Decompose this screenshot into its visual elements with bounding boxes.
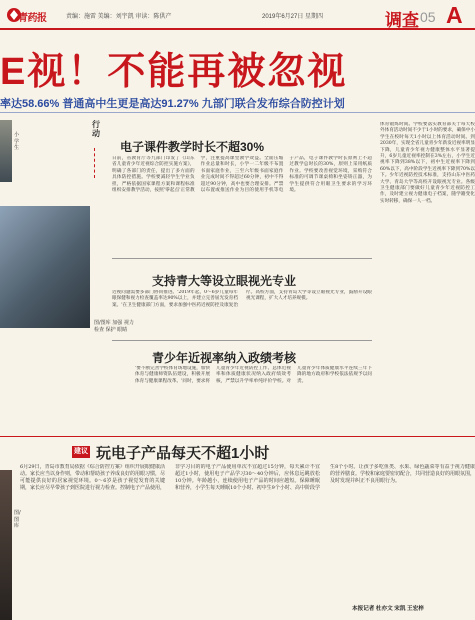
byline: 本报记者 杜亦文 宋凯 王宏梓 <box>352 606 424 612</box>
logo-text: 青药报 <box>18 13 47 24</box>
article-title: 电子课件教学时长不超30% <box>120 140 265 154</box>
divider <box>0 112 475 113</box>
article-body: 6月29日，青岛市教育局依据《综合防控方案》组织开展眼健康活动。家长应当以身作则，带动和帮助孩子养成良好的用眼习惯，尽可能提供良好的居家视觉环境。0～6岁是孩子视觉发育的关键期，家长应尽早带孩子到医院进行视力检查。控制电子产品使用，非学习目的的电子产品使用单次不宜超过15分钟，每天累计不宜超过1小时，使用电子产品学习30～40分钟后，应休息远眺放松10分钟。年龄越小，连续使用电子产品的时间应越短。保障睡眠和营养，小学生每天睡眠10个小时、初中生9个小时、高中阶段学生8个小时。让孩子多吃鱼类、水果、绿色蔬菜等有益于视力健康的营养膳食。学校和家庭要密切配合，共同营造良好的用眼氛围，及时发现并纠正不良用眼行为。 <box>20 464 475 491</box>
article-body: '要不断完善学校体育场地设施，加快体育与健康师资队伍建设，积极开展体育与健康课程改革。'同时，要求将儿童青少年近视防控工作、总体近视率和体质健康状况纳入政府绩效考核，严禁以升学率单纯评价学校。对儿童青少年体质健康水平连续三年下降的地方政府和学校依法依规予以问责。 <box>135 366 372 384</box>
photo-caption-middle: 图/图库 加强 视力 检查 保护 眼睛 <box>94 320 134 333</box>
editor-credits: 责编：施雷 美编：刘宇凯 审读：陈供产 <box>66 14 172 20</box>
article-title: 支持青大等设立眼视光专业 <box>152 274 297 288</box>
article-body: 近视问题需要多部门协同推进。'2019年起，0～6岁儿童每年眼保健和视力检查覆盖率达90%以上，并建立完善屈光发育档案。'在卫生健康部门方面，要求加强中医药近视防控及康复治疗。高校方面，支持青岛大学等设立眼视光专业，鼓励开设眼视光课程，扩大人才培养规模。 <box>112 290 372 308</box>
page-header <box>0 0 475 30</box>
action-kicker: 行动 <box>92 120 100 138</box>
article-body: 日前，省教育厅等九部门印发了《山东省儿童青少年近视综合防控实施方案》，明确了各部门的责任，提出了多方面的具体防控措施。学校要减轻学生学业负担，严格依据国家课程方案和课程标准组织安排教学活动，按照'零起点'正常教学，注重提高课堂教学效益。全面压缩作业总量和时长，小学一二年级不布置书面家庭作业，三至六年级书面家庭作业完成时间不得超过60分钟，初中不得超过90分钟，高中也要合理安排。严禁以布置或推送作业为目的使用手机等电子产品，电子课件教学时长原则上不超过教学总时长的30%，原则上采用纸质作业。学校要改善视觉环境，采购符合标准的可调节课桌椅和坐姿矫正器，为学生提供符合用眼卫生要求的学习环境。 <box>112 156 372 194</box>
divider <box>112 258 372 259</box>
divider <box>0 436 475 437</box>
article-title: 玩电子产品每天不超1小时 <box>96 445 270 462</box>
kicker-arrow-icon <box>94 148 99 178</box>
section-letter: A <box>446 2 463 28</box>
photo-caption-top: 小学生 <box>14 132 20 151</box>
main-headline: E视！不能再被忽视 <box>0 51 348 93</box>
issue-date: 2019年6月27日 星期四 <box>262 14 324 20</box>
section-title: 调查 <box>385 11 419 30</box>
sidebar-body: 体育锻炼时间。学校要落实教育部关于每天校外体育活动时间不少于1小时的要求，确保中小学生在校时每天1小时以上体育活动时间。到2030年，实现全省儿童青少年新发近视率明显下降，儿童青少年视力健康整体水平显著提升，6岁儿童近视率控制在3%左右，小学生近视率下降到38%以下，初中生近视率下降到60%以下，高中阶段学生近视率下降到70%以下。少年近视防控技术标准，支持山东中医药大学、青岛大学等高校开设眼视光专业。各级卫生健康部门要做好儿童青少年近视防控工作，及时建立视力健康电子档案，随学籍变化实时转移，确保一人一档。 <box>380 122 475 204</box>
suggestion-tag: 建议 <box>72 446 90 458</box>
divider <box>112 340 372 341</box>
page-number: 05 <box>420 9 436 25</box>
article-title: 青少年近视率纳入政绩考核 <box>152 351 297 365</box>
student-photo-bottom <box>0 470 12 620</box>
photo-caption-bottom: 图/图库 <box>14 510 21 529</box>
student-photo-top <box>0 120 12 182</box>
eye-exam-photo <box>0 206 90 328</box>
sub-headline: 率达58.66% 普通高中生更是高达91.27% 九部门联合发布综合防控计划 <box>0 98 345 110</box>
